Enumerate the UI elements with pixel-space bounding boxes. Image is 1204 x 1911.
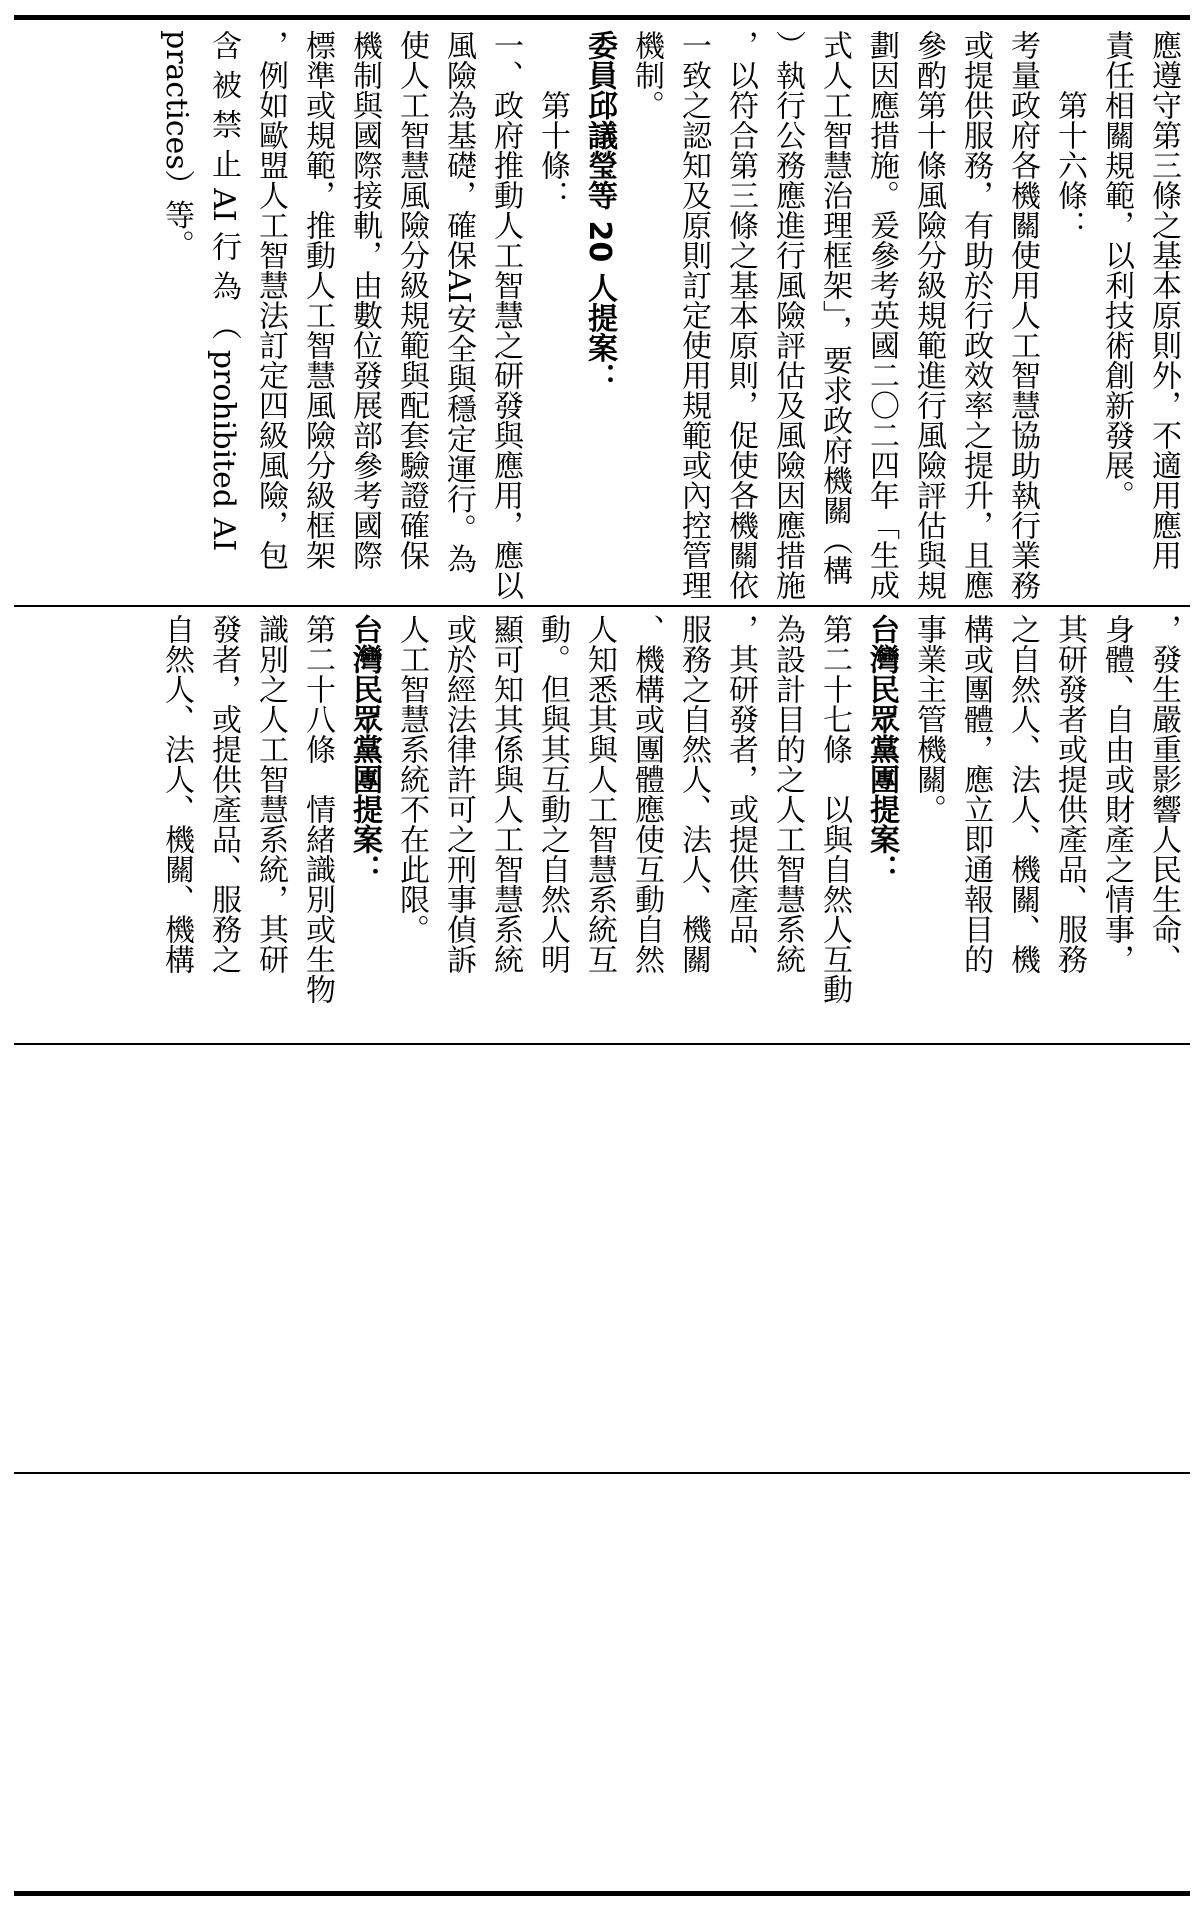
text-line: 機制與國際接軌，由數位發展部參考國際 <box>347 30 382 570</box>
text-line: ，發生嚴重影響人民生命、 <box>1146 614 1181 974</box>
article-heading: 第十條： <box>535 90 570 210</box>
section-empty-column <box>22 1050 1187 1460</box>
proposal-heading: 台灣民眾黨團提案： <box>864 614 899 884</box>
section-middle-column <box>22 614 1187 1034</box>
text-line: 自然人、法人、機關、機構 <box>159 614 194 974</box>
text-line: 動。但與其互動之自然人明 <box>535 614 570 974</box>
text-line: 第二十八條 情緒識別或生物 <box>300 614 335 1004</box>
text-line: 其研發者或提供產品、服務 <box>1052 614 1087 974</box>
text-line: 之自然人、法人、機關、機 <box>1005 614 1040 974</box>
text-line: 服務之自然人、法人、機關 <box>676 614 711 974</box>
proposal-heading: 委員邱議瑩等 20 人提案： <box>582 30 617 393</box>
text-line: 一致之認知及原則訂定使用規範或內控管理 <box>676 30 711 600</box>
text-line: 責任相關規範，以利技術創新發展。 <box>1099 30 1134 510</box>
text-line: ，以符合第三條之基本原則，促使各機關依 <box>723 30 758 600</box>
text-line: 含 被 禁 止 AI 行 為 （ prohibited AI <box>206 30 241 552</box>
text-line: 標準或規範，推動人工智慧風險分級框架 <box>300 30 335 570</box>
text-line: 式人工智慧治理框架」，要求政府機關（構 <box>817 30 852 585</box>
article-heading: 第十六條： <box>1052 90 1087 240</box>
text-line: 考量政府各機關使用人工智慧協助執行業務 <box>1005 30 1040 600</box>
column-divider <box>14 605 1190 607</box>
text-line: 劃因應措施。爰參考英國二〇二四年「生成 <box>864 30 899 600</box>
text-line: 使人工智慧風險分級規範與配套驗證確保 <box>394 30 429 570</box>
text-line: 顯可知其係與人工智慧系統 <box>488 614 523 974</box>
text-line: 身體、自由或財產之情事， <box>1099 614 1134 974</box>
column-divider <box>14 1043 1190 1045</box>
text-line: 發者，或提供產品、服務之 <box>206 614 241 974</box>
text-line: 構或團體，應立即通報目的 <box>958 614 993 974</box>
proposal-heading: 台灣民眾黨團提案： <box>347 614 382 884</box>
text-line: ，例如歐盟人工智慧法訂定四級風險，包 <box>253 30 288 570</box>
text-line: ，其研發者，或提供產品、 <box>723 614 758 974</box>
text-line: 人工智慧系統不在此限。 <box>394 614 429 944</box>
text-line: 第二十七條 以與自然人互動 <box>817 614 852 1004</box>
text-line: 人知悉其與人工智慧系統互 <box>582 614 617 974</box>
text-line: 識別之人工智慧系統，其研 <box>253 614 288 974</box>
text-line: 應遵守第三條之基本原則外，不適用應用 <box>1146 30 1181 570</box>
bottom-rule <box>14 1891 1190 1896</box>
text-line: 一、政府推動人工智慧之研發與應用，應以 <box>488 30 523 600</box>
text-line: 風險為基礎，確保AI安全與穩定運行。為 <box>441 30 476 574</box>
section-right-column <box>22 30 1187 600</box>
top-rule <box>14 15 1190 20</box>
text-line: 機制。 <box>629 30 664 120</box>
text-line: practices）等。 <box>159 30 194 260</box>
text-line: 或提供服務，有助於行政效率之提升，且應 <box>958 30 993 600</box>
text-line: ）執行公務應進行風險評估及風險因應措施 <box>770 30 805 600</box>
section-empty-column <box>22 1475 1187 1885</box>
text-line: 為設計目的之人工智慧系統 <box>770 614 805 974</box>
text-line: 事業主管機關。 <box>911 614 946 824</box>
text-line: 參酌第十條風險分級規範進行風險評估與規 <box>911 30 946 600</box>
column-divider <box>14 1472 1190 1474</box>
text-line: 或於經法律許可之刑事偵訴 <box>441 614 476 974</box>
text-line: 、機構或團體應使互動自然 <box>629 614 664 974</box>
